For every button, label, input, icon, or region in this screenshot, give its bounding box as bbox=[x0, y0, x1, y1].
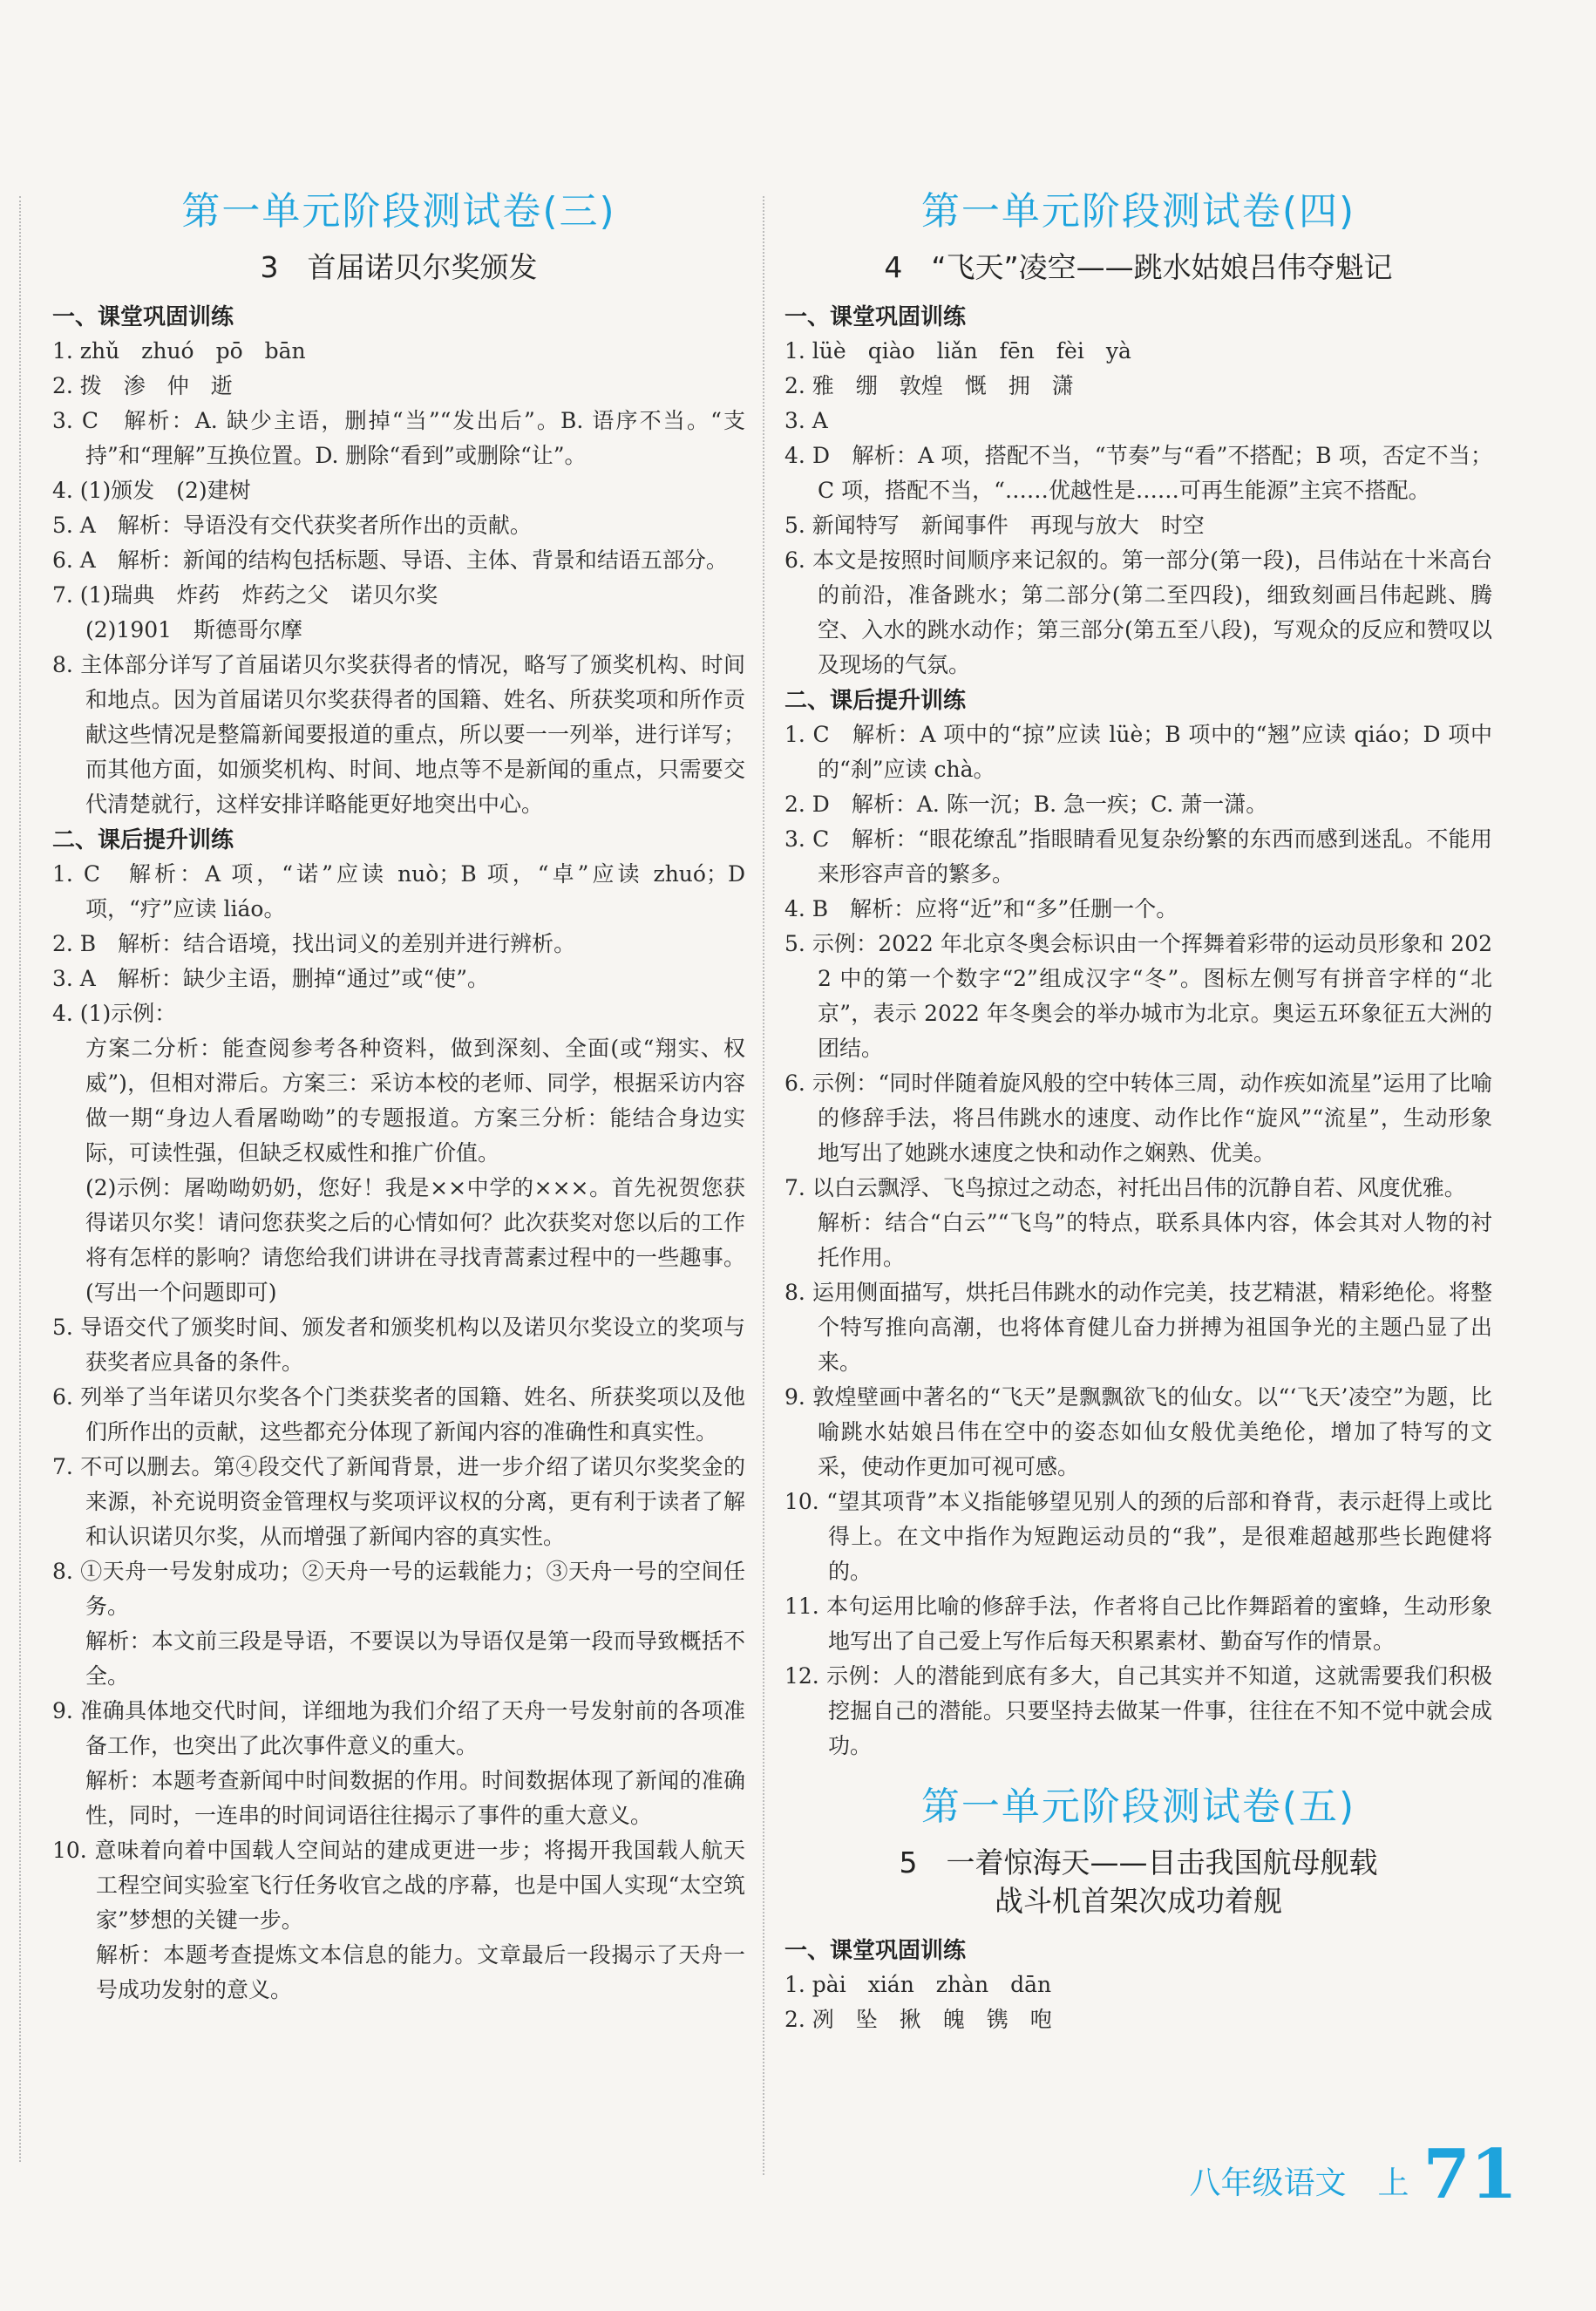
heading-classroom: 一、课堂巩固训练 bbox=[784, 1938, 967, 1964]
answer-item: 1. zhǔ zhuó pō bān bbox=[52, 338, 306, 364]
answer-item: 6. 列举了当年诺贝尔奖各个门类获奖者的国籍、姓名、所获奖项以及他们所作出的贡献，这些都充分体现了新闻内容的准确性和真实性。 bbox=[52, 1384, 745, 1444]
answer-item: 4. D 解析：A 项，搭配不当，“节奏”与“看”不搭配；B 项，否定不当；C 项，搭配不当，“……优越性是……可再生能源”主宾不搭配。 bbox=[784, 443, 1492, 503]
answer-item: 4. (1)颁发 (2)建树 bbox=[52, 478, 251, 503]
answer-item: 11. 本句运用比喻的修辞手法，作者将自己比作舞蹈着的蜜蜂，生动形象地写出了自己爱上写作后每天积累素材、勤奋写作的情景。 bbox=[784, 1594, 1492, 1654]
answer-item: 5. A 解析：导语没有交代获奖者所作出的贡献。 bbox=[52, 513, 532, 538]
answer-item: 8. 运用侧面描写，烘托吕伟跳水的动作完美，技艺精湛，精彩绝伦。将整个特写推向高潮，也将体育健儿奋力拼搏为祖国争光的主题凸显了出来。 bbox=[784, 1280, 1492, 1375]
answer-item: 3. A 解析：缺少主语，删掉“通过”或“使”。 bbox=[52, 966, 489, 991]
section-title-4: 第一单元阶段测试卷(四) bbox=[920, 189, 1356, 234]
answer-item: 5. 示例：2022 年北京冬奥会标识由一个挥舞着彩带的运动员形象和 2022 中的第一个数字“2”组成汉字“冬”。图标左侧写有拼音字样的“北京”，表示 2022 年冬奥会的举办城市为北京。奥运五环象征五大洲的团结。 bbox=[784, 931, 1492, 1061]
left-column bbox=[52, 187, 745, 2008]
answer-item: 6. 示例：“同时伴随着旋风般的空中转体三周，动作疾如流星”运用了比喻的修辞手法，将吕伟跳水的速度、动作比作“旋风”“流星”，生动形象地写出了她跳水速度之快和动作之娴熟、优美。 bbox=[784, 1071, 1492, 1166]
answer-item: 6. A 解析：新闻的结构包括标题、导语、主体、背景和结语五部分。 bbox=[52, 547, 728, 573]
answer-subitem: (2)示例：屠呦呦奶奶，您好！我是××中学的×××。首先祝贺您获得诺贝尔奖！请问您获奖之后的心情如何？此次获奖对您以后的工作将有怎样的影响？请您给我们讲讲在寻找青蒿素过程中的一些趣事。(写出一个问题即可) bbox=[85, 1175, 745, 1305]
left-margin-rule bbox=[19, 196, 21, 2162]
heading-classroom: 一、课堂巩固训练 bbox=[52, 304, 234, 330]
answer-item: 7. 以白云飘浮、飞鸟掠过之动态，衬托出吕伟的沉静自若、风度优雅。 bbox=[784, 1175, 1466, 1200]
answer-item: 7. (1)瑞典 炸药 炸药之父 诺贝尔奖 bbox=[52, 582, 438, 608]
answer-item: 8. 主体部分详写了首届诺贝尔奖获得者的情况，略写了颁奖机构、时间和地点。因为首届诺贝尔奖获得者的国籍、姓名、所获奖项和所作贡献这些情况是整篇新闻要报道的重点，所以要一一列举，进行详写；而其他方面，如颁奖机构、时间、地点等不是新闻的重点，只需要交代清楚就行，这样安排详略能更好地突出中心。 bbox=[52, 652, 745, 817]
answer-item: 10. “望其项背”本义指能够望见别人的颈的后部和脊背，表示赶得上或比得上。在文中指作为短跑运动员的“我”，是很难超越那些长跑健将的。 bbox=[784, 1489, 1492, 1584]
answer-item: 1. pài xián zhàn dān bbox=[784, 1972, 1052, 1997]
answer-item: 2. 雅 绷 敦煌 慨 拥 潇 bbox=[784, 373, 1074, 398]
answer-item: 2. B 解析：结合语境，找出词义的差别并进行辨析。 bbox=[52, 931, 576, 956]
answer-subitem: 方案二分析：能查阅参考各种资料，做到深刻、全面(或“翔实、权威”)，但相对滞后。方案三：采访本校的老师、同学，根据采访内容做一期“身边人看屠呦呦”的专题报道。方案三分析：能结合身边实际，可读性强，但缺乏权威性和推广价值。 bbox=[85, 1036, 745, 1166]
lesson-title-5-line2: 战斗机首架次成功着舰 bbox=[995, 1884, 1282, 1918]
lesson-title-3: 3 首届诺贝尔奖颁发 bbox=[260, 250, 538, 284]
answer-item: 8. ①天舟一号发射成功；②天舟一号的运载能力；③天舟一号的空间任务。 bbox=[52, 1559, 745, 1619]
answer-item: 4. B 解析：应将“近”和“多”任删一个。 bbox=[784, 896, 1178, 921]
lesson-title-5-line1: 5 一着惊海天——目击我国航母舰载 bbox=[899, 1845, 1378, 1879]
heading-after-class: 二、课后提升训练 bbox=[52, 827, 234, 853]
answer-item: 1. lüè qiào liǎn fēn fèi yà bbox=[784, 338, 1131, 364]
section-title-3: 第一单元阶段测试卷(三) bbox=[181, 189, 616, 234]
book-grade-label: 八年级语文 上 bbox=[1189, 2165, 1409, 2201]
answer-item: 9. 敦煌壁画中著名的“飞天”是飘飘欲飞的仙女。以“‘飞天’凌空”为题，比喻跳水姑娘吕伟在空中的姿态如仙女般优美绝伦，增加了特写的文采，使动作更加可视可感。 bbox=[784, 1384, 1492, 1479]
analysis-text: 解析：本题考查提炼文本信息的能力。文章最后一段揭示了天舟一号成功发射的意义。 bbox=[96, 1942, 745, 2002]
analysis-text: 解析：结合“白云”“飞鸟”的特点，联系具体内容，体会其对人物的衬托作用。 bbox=[818, 1210, 1492, 1270]
heading-after-class: 二、课后提升训练 bbox=[784, 688, 967, 714]
page-number: 71 bbox=[1423, 2135, 1518, 2214]
section-title-5: 第一单元阶段测试卷(五) bbox=[920, 1784, 1356, 1829]
answer-item: 9. 准确具体地交代时间，详细地为我们介绍了天舟一号发射前的各项准备工作，也突出了此次事件意义的重大。 bbox=[52, 1698, 745, 1758]
answer-subitem: (2)1901 斯德哥尔摩 bbox=[85, 617, 303, 642]
answer-item: 7. 不可以删去。第④段交代了新闻背景，进一步介绍了诺贝尔奖奖金的来源，补充说明资金管理权与奖项评议权的分离，更有利于读者了解和认识诺贝尔奖，从而增强了新闻内容的真实性。 bbox=[52, 1454, 745, 1549]
answer-item: 5. 新闻特写 新闻事件 再现与放大 时空 bbox=[784, 513, 1205, 538]
page-footer bbox=[1189, 2135, 1518, 2214]
analysis-text: 解析：本题考查新闻中时间数据的作用。时间数据体现了新闻的准确性，同时，一连串的时间词语往往揭示了事件的重大意义。 bbox=[85, 1768, 745, 1828]
lesson-title-4: 4 “飞天”凌空——跳水姑娘吕伟夺魁记 bbox=[884, 250, 1393, 284]
answer-item: 3. C 解析：A. 缺少主语，删掉“当”“发出后”。B. 语序不当。“支持”和“理解”互换位置。D. 删除“看到”或删除“让”。 bbox=[52, 408, 745, 468]
answer-item: 6. 本文是按照时间顺序来记叙的。第一部分(第一段)，吕伟站在十米高台的前沿，准备跳水；第二部分(第二至四段)，细致刻画吕伟起跳、腾空、入水的跳水动作；第三部分(第五至八段)，写观众的反应和赞叹以及现场的气氛。 bbox=[784, 547, 1492, 677]
analysis-text: 解析：本文前三段是导语，不要误以为导语仅是第一段而导致概括不全。 bbox=[85, 1628, 745, 1689]
answer-item: 1. C 解析：A 项中的“掠”应读 lüè；B 项中的“翘”应读 qiáo；D 项中的“刹”应读 chà。 bbox=[784, 722, 1492, 782]
answer-item: 1. C 解析：A 项，“诺”应读 nuò；B 项，“卓”应读 zhuó；D 项，“疗”应读 liáo。 bbox=[52, 861, 745, 921]
answer-item: 3. A bbox=[784, 408, 828, 433]
answer-item: 10. 意味着向着中国载人空间站的建成更进一步；将揭开我国载人航天工程空间实验室飞行任务收官之战的序幕，也是中国人实现“太空筑家”梦想的关键一步。 bbox=[52, 1838, 745, 1933]
answer-item: 4. (1)示例： bbox=[52, 1001, 177, 1026]
answer-item: 2. D 解析：A. 陈一沉；B. 急一疾；C. 萧一潇。 bbox=[784, 792, 1268, 817]
answer-item: 5. 导语交代了颁奖时间、颁发者和颁奖机构以及诺贝尔奖设立的奖项与获奖者应具备的条件。 bbox=[52, 1315, 745, 1375]
answer-item: 12. 示例：人的潜能到底有多大，自己其实并不知道，这就需要我们积极挖掘自己的潜能。只要坚持去做某一件事，往往在不知不觉中就会成功。 bbox=[784, 1663, 1492, 1758]
column-divider bbox=[763, 196, 764, 2175]
right-column bbox=[784, 187, 1492, 2037]
answer-item: 2. 冽 坠 揪 魄 镌 咆 bbox=[784, 2007, 1052, 2032]
answer-item: 3. C 解析：“眼花缭乱”指眼睛看见复杂纷繁的东西而感到迷乱。不能用来形容声音的繁多。 bbox=[784, 826, 1492, 887]
heading-classroom: 一、课堂巩固训练 bbox=[784, 304, 967, 330]
answer-item: 2. 拨 渗 仲 逝 bbox=[52, 373, 233, 398]
